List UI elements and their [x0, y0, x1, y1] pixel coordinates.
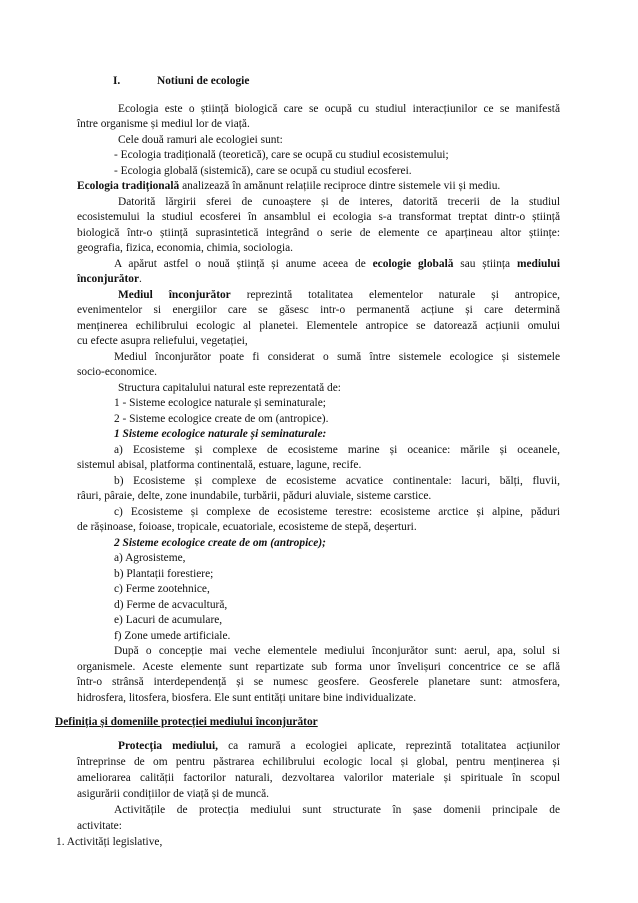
paragraph-line: Activitățile de protecția mediului sunt structurate în șase domenii principale de — [114, 804, 560, 816]
paragraph-line: a) Ecosisteme și complexe de ecosisteme marine și oceanice: mările și oceanele, — [114, 444, 560, 456]
list-item: 1 - Sisteme ecologice naturale și seminaturale; — [114, 397, 326, 409]
paragraph-line — [114, 257, 560, 271]
paragraph-line: întreprinse de om pentru păstrarea echilibrului ecologic local și global, pentru menținerea și — [77, 756, 560, 768]
bold-term: înconjurător — [77, 273, 140, 285]
list-item: 2 - Sisteme ecologice create de om (antropice). — [114, 413, 329, 425]
list-item: - Ecologia globală (sistemică), care se ocupă cu studiul ecosferei. — [114, 165, 412, 177]
paragraph-line — [118, 739, 560, 753]
paragraph-text: sau știința — [460, 258, 511, 270]
list-item: a) Agrosisteme, — [114, 552, 186, 564]
paragraph-line: geografia, fizica, economia, chimia, sociologia. — [77, 242, 294, 254]
list-item: b) Plantații forestiere; — [114, 568, 214, 580]
list-item: e) Lacuri de acumulare, — [114, 614, 223, 626]
paragraph-line: organismele. Aceste elemente sunt repartizate sub forma unor învelișuri concentrice ce se află — [77, 661, 560, 673]
paragraph-line: cu efecte asupra reliefului, vegetației, — [77, 335, 248, 347]
section-title: 1 Sisteme ecologice naturale și seminaturale: — [114, 428, 327, 440]
paragraph-text: A apărut astfel o nouă știință și anume aceea de — [114, 258, 366, 270]
paragraph-line: menținerea echilibrului ecologic al planetei. Elementele antropice se datorează acțiunii omului — [77, 320, 560, 332]
paragraph-line: între organisme și mediul lor de viață. — [77, 118, 250, 130]
punctuation: . — [139, 273, 142, 285]
paragraph-line: Structura capitalului natural este reprezentată de: — [118, 382, 341, 394]
paragraph-text: reprezintă totalitatea elementelor naturale și antropice, — [246, 289, 561, 301]
section-title: 2 Sisteme ecologice create de om (antropice); — [114, 537, 326, 549]
bold-term: Protecția mediului, — [118, 740, 219, 752]
list-item: c) Ferme zootehnice, — [114, 583, 210, 595]
paragraph-text: analizează în amănunt relațiile reciproce dintre sistemele vii și mediu. — [182, 180, 501, 192]
paragraph-line: Datorită lărgirii sferei de cunoaștere și de interes, datorită trecerii de la studiul — [118, 196, 560, 208]
paragraph-line: ecosistemului la studiul ecosferei în ansamblul ei ecologia s-a transformat treptat dintr-o știință — [77, 211, 560, 223]
paragraph-line: ameliorarea calității factorilor naturali, dezvoltarea valorilor materiale și spirituale în scopul — [77, 772, 560, 784]
paragraph-line: Cele două ramuri ale ecologiei sunt: — [118, 134, 283, 146]
paragraph-line: într-o strânsă interdependență și se numesc geosfere. Geosferele planetare sunt: atmosfera, — [77, 676, 560, 688]
paragraph-line: biologică într-o știință suprasintetică integrând o serie de elemente ce aparțineau altor științe: — [77, 227, 560, 239]
paragraph-line: evenimentelor si energiilor care se găsesc intr-o permanentă acțiune și care determină — [77, 304, 560, 316]
list-item: - Ecologia tradițională (teoretică), care se ocupă cu studiul ecosistemului; — [114, 149, 449, 161]
bold-term: mediului — [516, 258, 560, 270]
paragraph-line: c) Ecosisteme și complexe de ecosisteme terestre: ecosisteme arctice și alpine, păduri — [114, 506, 560, 518]
list-item: f) Zone umede artificiale. — [114, 630, 231, 642]
paragraph-line: Ecologia este o știință biologică care se ocupă cu studiul interacțiunilor ce se manifestă — [118, 103, 560, 115]
paragraph-line: de rășinoase, foioase, tropicale, ecuatoriale, ecosisteme de stepă, deșerturi. — [77, 521, 417, 533]
bold-term: ecologie globală — [372, 258, 454, 270]
list-item: d) Ferme de acvacultură, — [114, 599, 228, 611]
bold-term: Mediul înconjurător — [118, 289, 231, 301]
paragraph-line: După o concepție mai veche elementele mediului înconjurător sunt: aerul, apa, solul si — [114, 645, 560, 657]
paragraph-line: socio-economice. — [77, 366, 158, 378]
paragraph-line: râuri, pâraie, delte, zone inundabile, turbării, păduri aluviale, sisteme carstice. — [77, 490, 432, 502]
paragraph-line: Mediul înconjurător poate fi considerat o sumă între sistemele ecologice și sistemele — [114, 351, 560, 363]
paragraph-text: ca ramură a ecologiei aplicate, reprezintă totalitatea acțiunilor — [228, 740, 560, 752]
paragraph-line: hidrosfera, litosfera, biosfera. Ele sunt entități unitare bine individualizate. — [77, 692, 417, 704]
paragraph-line: activitate: — [77, 820, 122, 832]
heading-title: Notiuni de ecologie — [157, 75, 250, 87]
paragraph-line: sistemul abisal, platforma continentală, estuare, lagune, recife. — [77, 459, 362, 471]
section-heading: Definiția și domeniile protecției mediului înconjurător — [55, 716, 318, 728]
bold-term: Ecologia tradițională — [77, 180, 180, 192]
paragraph-line — [118, 288, 560, 302]
paragraph-line — [77, 179, 500, 193]
paragraph-line — [77, 272, 142, 286]
list-item: 1. Activități legislative, — [56, 836, 163, 848]
paragraph-line: b) Ecosisteme și complexe de ecosisteme acvatice continentale: lacuri, bălți, fluvii, — [114, 475, 560, 487]
paragraph-line: asigurării condițiilor de viață și de muncă. — [77, 788, 270, 800]
heading-number: I. — [113, 75, 121, 87]
